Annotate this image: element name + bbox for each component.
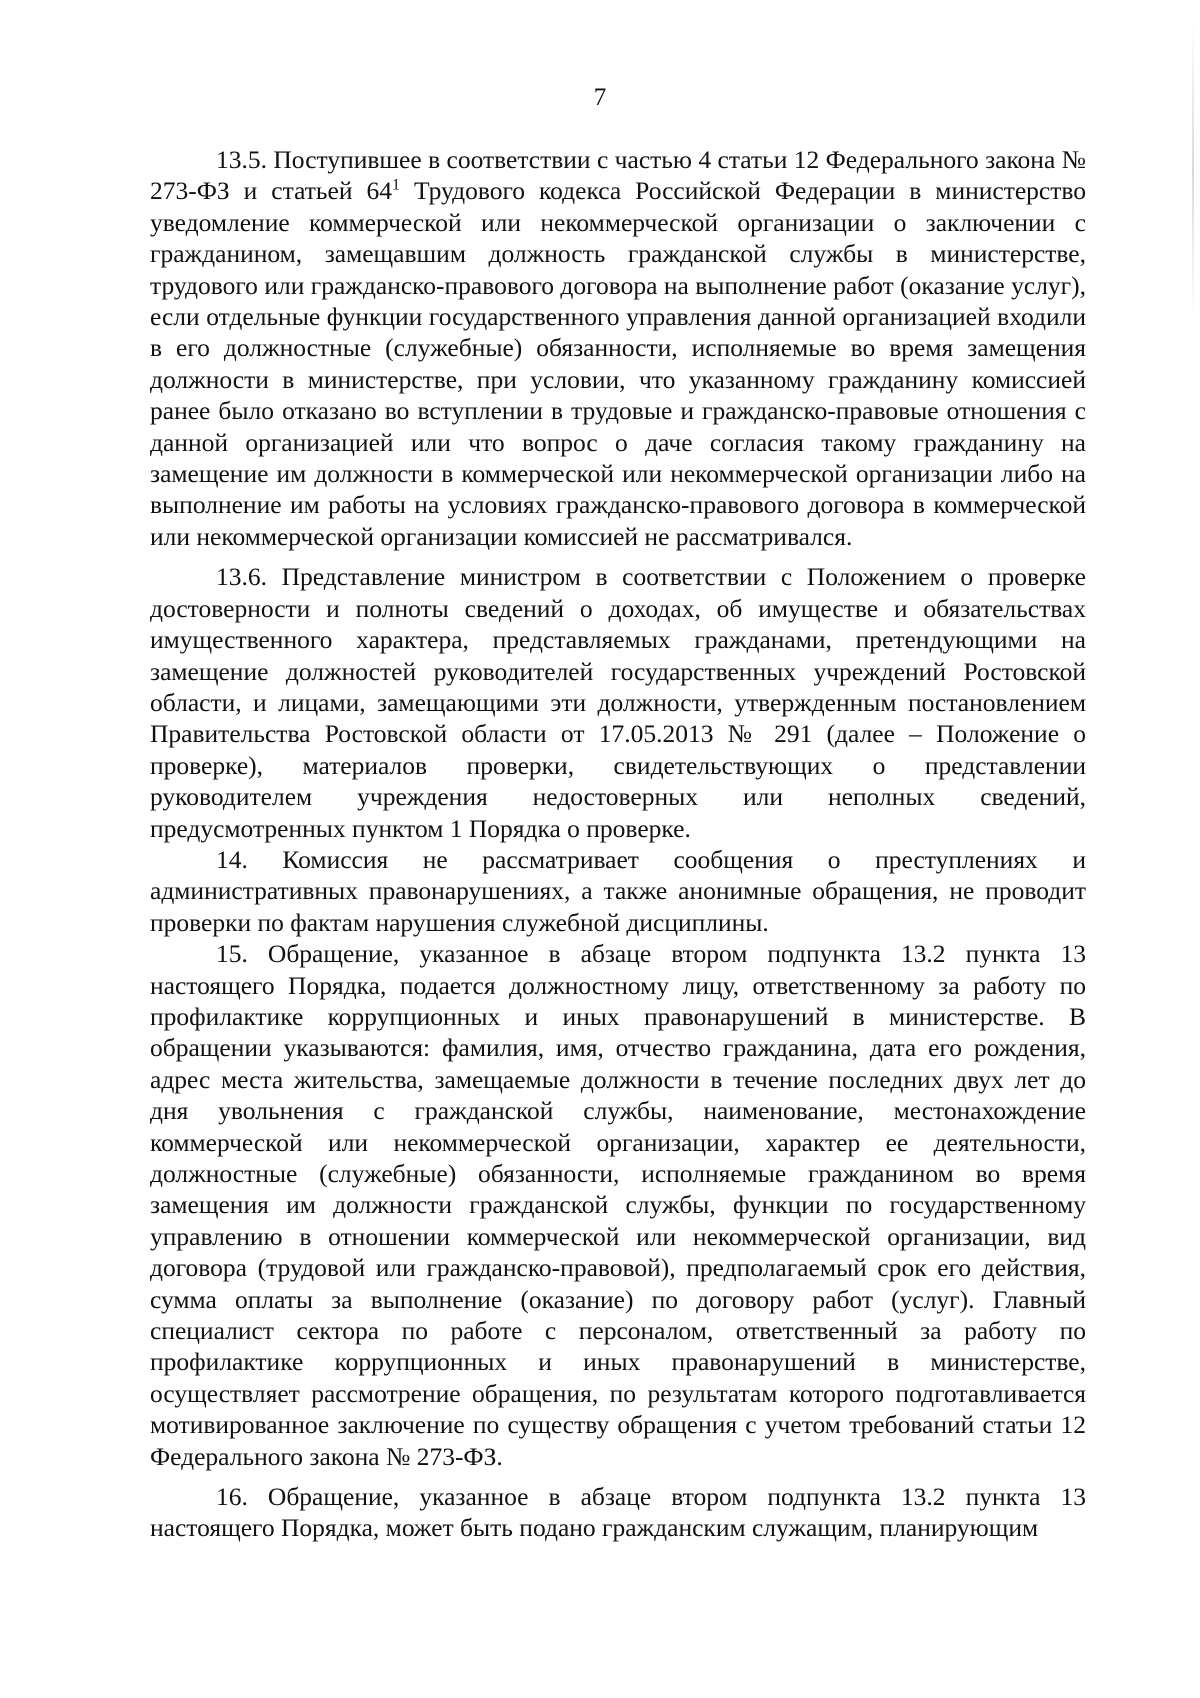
paragraph-16: 16. Обращение, указанное в абзаце втором подпункта 13.2 пункта 13 настоящего Порядка, может быть подано гражданским служащим, планирующим bbox=[150, 1482, 1086, 1543]
superscript-index: 1 bbox=[391, 176, 400, 194]
paragraph-13-5 bbox=[150, 144, 1086, 552]
scan-edge-artifact bbox=[1192, 20, 1194, 320]
paragraph-13-5-part-1: 13.5. Поступившее в соответствии с частью 4 статьи 12 Федерального закона № 273-ФЗ и статьей 64 bbox=[150, 145, 1086, 206]
paragraph-13-6: 13.6. Представление министром в соответствии с Положением о проверке достоверности и полноты сведений о доходах, об имуществе и обязательствах имущественного характера, представляемых гражданами, претендующими на замещение должностей руководителей государственных учреждений Ростовской области, и лицами, замещающими эти должности, утвержденным постановлением Правительства Ростовской области от 17.05.2013 № 291 (далее – Положение о проверке), материалов проверки, свидетельствующих о представлении руководителем учреждения недостоверных или неполных сведений, предусмотренных пунктом 1 Порядка о проверке. bbox=[150, 562, 1086, 843]
paragraph-13-5-part-2: Трудового кодекса Российской Федерации в министерство уведомление коммерческой или некоммерческой организации о заключении с гражданином, замещавшим должность гражданской службы в министерстве, трудового или гражданско-правового договора на выполнение работ (оказание услуг), если отдельные функции государственного управления данной организацией входили в его должностные (служебные) обязанности, исполняемые во время замещения должности в министерстве, при условии, что указанному гражданину комиссией ранее было отказано во вступлении в трудовые и гражданско-правовые отношения с данной организацией или что вопрос о даче согласия такому гражданину на замещение им должности в коммерческой или некоммерческой организации либо на выполнение им работы на условиях гражданско-правового договора в коммерческой или некоммерческой организации комиссией не рассматривался. bbox=[150, 176, 1086, 551]
paragraph-15: 15. Обращение, указанное в абзаце втором подпункта 13.2 пункта 13 настоящего Порядка, подается должностному лицу, ответственному за работу по профилактике коррупционных и иных правонарушений в министерстве. В обращении указываются: фамилия, имя, отчество гражданина, дата его рождения, адрес места жительства, замещаемые должности в течение последних двух лет до дня увольнения с гражданской службы, наименование, местонахождение коммерческой или некоммерческой организации, характер ее деятельности, должностные (служебные) обязанности, исполняемые гражданином во время замещения им должности гражданской службы, функции по государственному управлению в отношении коммерческой или некоммерческой организации, вид договора (трудовой или гражданско-правовой), предполагаемый срок его действия, сумма оплаты за выполнение (оказание) по договору работ (услуг). Главный специалист сектора по работе с персоналом, ответственный за работу по профилактике коррупционных и иных правонарушений в министерстве, осуществляет рассмотрение обращения, по результатам которого подготавливается мотивированное заключение по существу обращения с учетом требований статьи 12 Федерального закона № 273-ФЗ. bbox=[150, 939, 1086, 1471]
paragraph-14: 14. Комиссия не рассматривает сообщения о преступлениях и административных правонарушениях, а также анонимные обращения, не проводит проверки по фактам нарушения служебной дисциплины. bbox=[150, 844, 1086, 937]
page-number: 7 bbox=[593, 84, 607, 111]
document-body bbox=[150, 144, 1086, 1544]
